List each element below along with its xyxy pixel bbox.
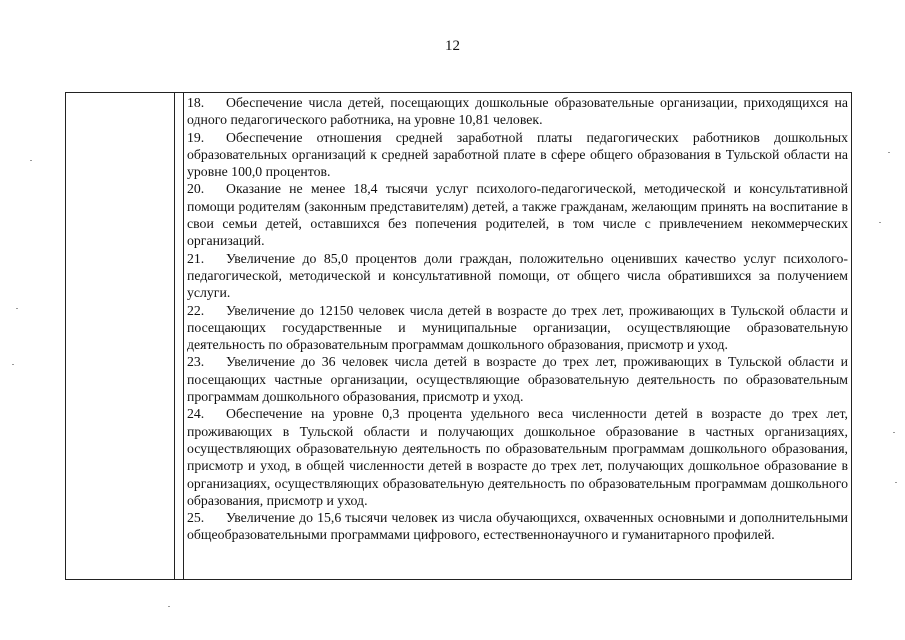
- column-divider: [183, 93, 184, 579]
- item-number: 22.: [187, 302, 205, 318]
- item-text: Увеличение до 12150 человек числа детей в возрасте до трех лет, проживающих в Тульской области и посещающих государственные и муниципальные организации, осуществляющие образовательную деятельность по образовательным программам дошкольного образования, присмотр и уход.: [187, 302, 848, 353]
- item-text: Увеличение до 15,6 тысячи человек из числа обучающихся, охваченных основными и дополнительными общеобразовательными программами цифрового, естественнонаучного и гуманитарного профилей.: [187, 510, 848, 543]
- item-text: Увеличение до 36 человек числа детей в возрасте до трех лет, проживающих в Тульской области и посещающих частные организации, осуществляющие образовательную деятельность по образовательным программам дошкольного образования, присмотр и уход.: [187, 354, 848, 405]
- column-divider: [174, 93, 175, 579]
- scan-speck: [16, 308, 18, 309]
- item-number: 19.: [187, 129, 205, 145]
- list-item: [187, 180, 848, 249]
- scan-speck: [895, 482, 897, 483]
- item-text: Оказание не менее 18,4 тысячи услуг психолого-педагогической, методической и консультативной помощи родителям (законным представителям) детей, а также гражданам, желающим принять на воспитание в свои семьи детей, оставшихся без попечения родителей, в том числе с привлечением некоммерческих организаций.: [187, 181, 848, 249]
- item-text: Увеличение до 85,0 процентов доли граждан, положительно оценивших качество услуг психолого-педагогической, методической и консультативной помощи, от общего числа обратившихся за получением услуги.: [187, 250, 848, 301]
- item-number: 20.: [187, 181, 205, 197]
- scan-speck: [30, 160, 32, 161]
- table-text-column: [187, 94, 848, 544]
- item-number: 21.: [187, 250, 205, 266]
- list-item: [187, 94, 848, 129]
- list-item: [187, 353, 848, 405]
- list-item: [187, 509, 848, 544]
- scan-speck: [168, 606, 170, 607]
- scan-speck: [12, 364, 14, 365]
- item-text: Обеспечение отношения средней заработной платы педагогических работников дошкольных образовательных организаций к средней заработной плате в сфере общего образования в Тульской области на уровне 100,0 процентов.: [187, 129, 848, 180]
- scan-speck: [888, 152, 890, 153]
- document-table: [65, 92, 852, 580]
- list-item: [187, 302, 848, 354]
- scan-speck: [893, 432, 895, 433]
- item-number: 24.: [187, 406, 205, 422]
- list-item: [187, 129, 848, 181]
- item-text: Обеспечение на уровне 0,3 процента удельного веса численности детей в возрасте до трех лет, проживающих в Тульской области и получающих дошкольное образование в частных организациях, осуществляющих образовательную деятельность по образовательным программам дошкольного образования, присмотр и уход, в общей численности детей в возрасте до трех лет, получающих дошкольное образование в организациях, осуществляющих образовательную деятельность по образовательным программам дошкольного образования, присмотр и уход.: [187, 406, 848, 508]
- list-item: [187, 250, 848, 302]
- item-text: Обеспечение числа детей, посещающих дошкольные образовательные организации, приходящихся на одного педагогического работника, на уровне 10,81 человек.: [187, 95, 848, 128]
- item-number: 23.: [187, 354, 205, 370]
- page-number: 12: [445, 38, 460, 54]
- item-number: 25.: [187, 510, 205, 526]
- item-number: 18.: [187, 95, 205, 110]
- list-item: [187, 405, 848, 509]
- scan-speck: [879, 222, 881, 223]
